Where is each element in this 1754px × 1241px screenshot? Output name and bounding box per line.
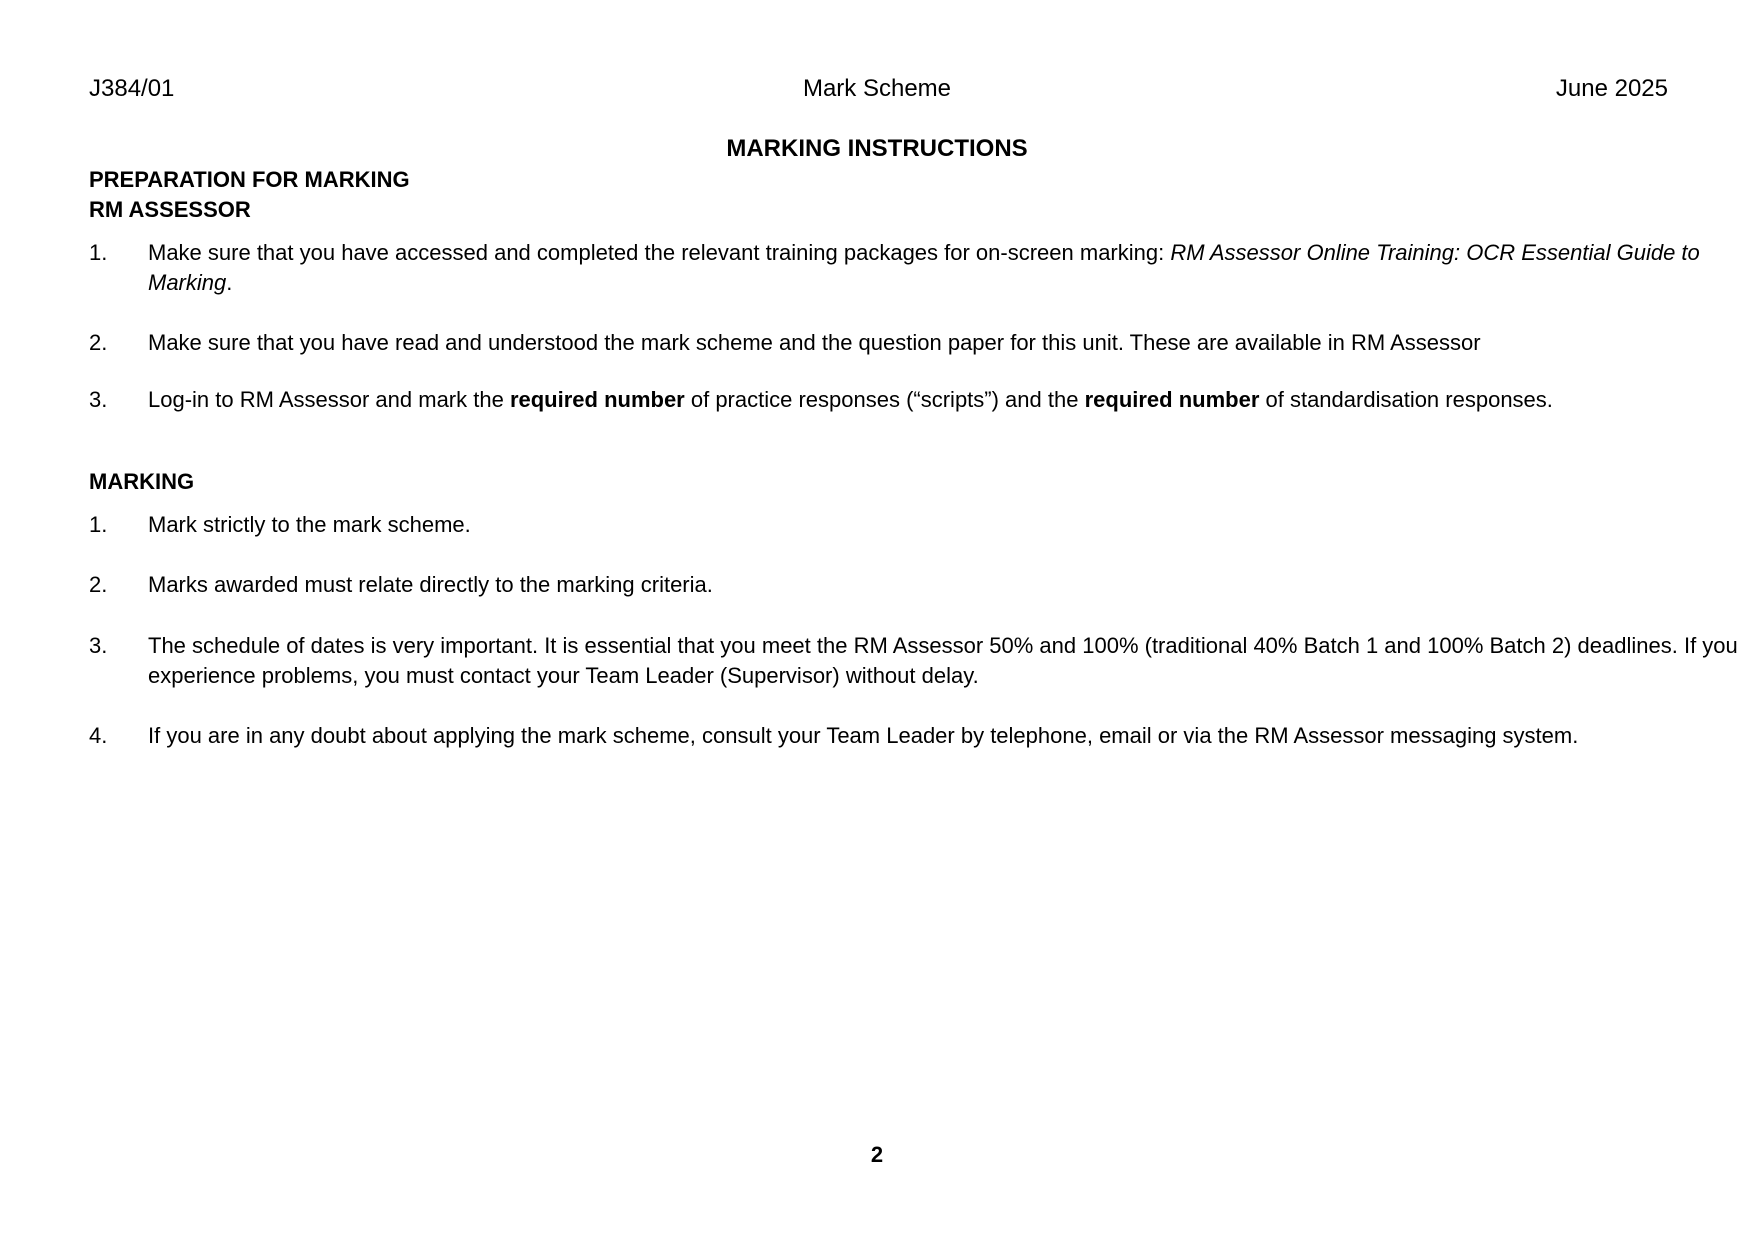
list-item-number: 4. — [89, 723, 108, 748]
list-item-text: Marks awarded must relate directly to the marking criteria. — [148, 572, 713, 597]
list-item-text: Mark strictly to the mark scheme. — [148, 512, 471, 537]
emphasis-text: required number — [509, 387, 685, 412]
list-item-text — [148, 238, 1738, 298]
header-session-date: June 2025 — [1555, 75, 1668, 102]
page-title: MARKING INSTRUCTIONS — [726, 135, 1028, 162]
marking-heading: MARKING — [89, 469, 195, 494]
list-item-number: 3. — [89, 633, 108, 658]
header-paper-code: J384/01 — [89, 75, 175, 102]
text-segment: of practice responses (“scripts”) and the — [684, 387, 1085, 412]
list-item-number: 2. — [89, 572, 108, 597]
text-segment: of standardisation responses. — [1259, 387, 1553, 412]
list-item-text: Make sure that you have read and understood the mark scheme and the question paper for this unit. These are available in RM Assessor — [148, 330, 1481, 355]
list-item-number: 1. — [89, 512, 108, 537]
text-segment: Log-in to RM Assessor and mark the — [148, 387, 510, 412]
training-course-title: RM Assessor Online Training: OCR Essential Guide to Marking — [148, 240, 1700, 295]
list-item-text: The schedule of dates is very important. It is essential that you meet the RM Assessor 50% and 100% (traditional 40% Batch 1 and 100% Batch 2) deadlines. If you experience problems, you must contact your Team Leader (Supervisor) without delay. — [148, 633, 1738, 688]
header-document-type: Mark Scheme — [802, 75, 952, 102]
list-item-text-plain: Make sure that you have accessed and completed the relevant training packages for on-screen marking: — [148, 240, 1171, 265]
rm-assessor-heading: RM ASSESSOR — [89, 197, 251, 222]
list-item-number: 1. — [89, 240, 108, 265]
emphasis-text: required number — [1084, 387, 1260, 412]
preparation-heading: PREPARATION FOR MARKING — [89, 167, 410, 192]
list-item-number: 2. — [89, 330, 108, 355]
list-item-text-end: . — [226, 270, 233, 295]
page-number: 2 — [870, 1142, 884, 1167]
list-item-number: 3. — [89, 387, 108, 412]
list-item-text: If you are in any doubt about applying the mark scheme, consult your Team Leader by telephone, email or via the RM Assessor messaging system. — [148, 723, 1579, 748]
list-item-text — [148, 385, 1738, 415]
